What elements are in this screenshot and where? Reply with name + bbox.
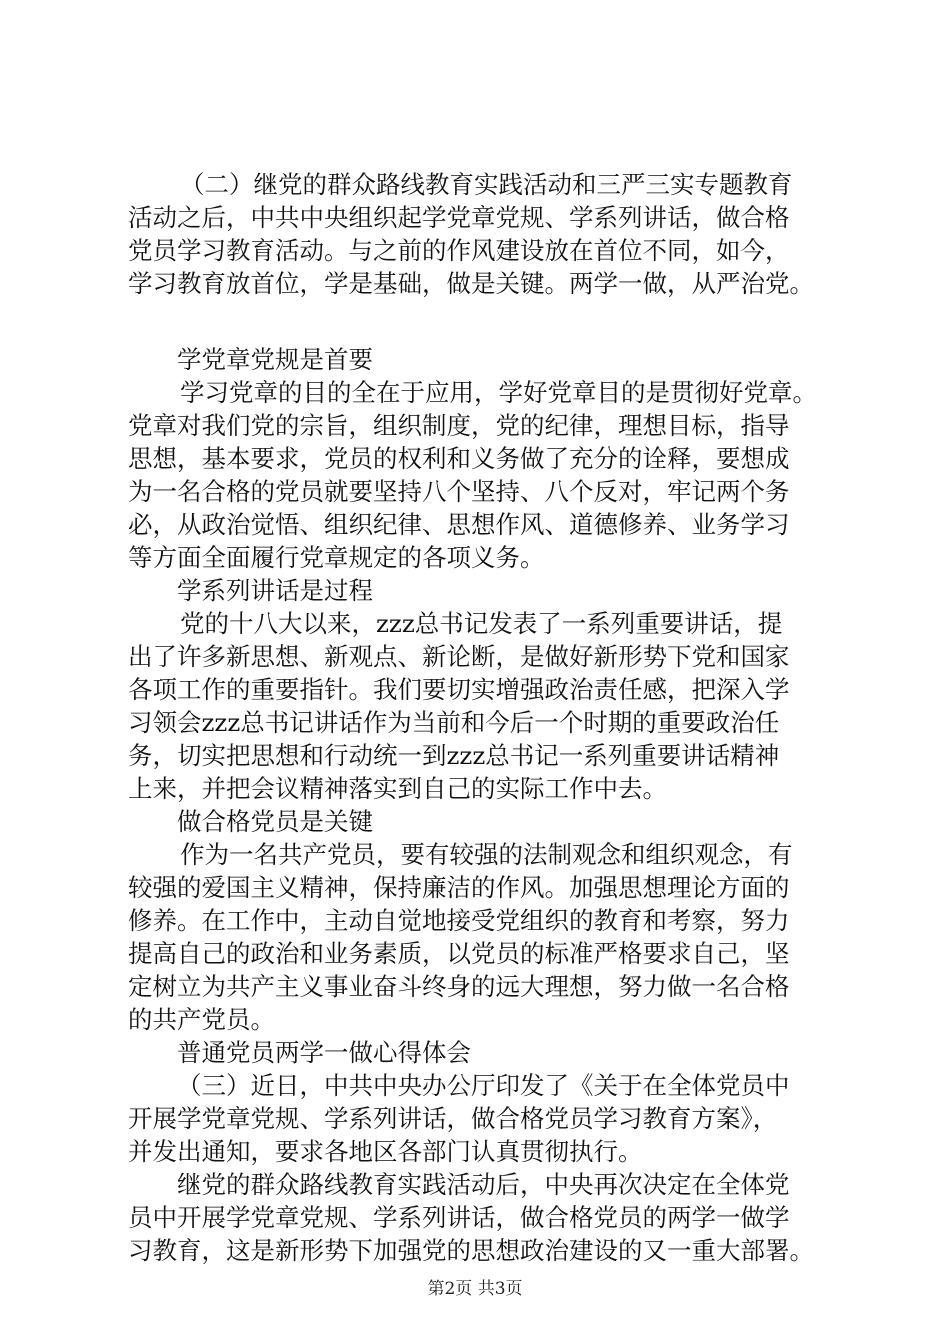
text-line: 活动之后，中共中央组织起学党章党规、学系列讲话，做合格 — [128, 203, 790, 232]
page-number-label: 第2页 共3页 — [427, 1279, 523, 1299]
text-line: 党的十八大以来，zzz总书记发表了一系列重要讲话，提 — [180, 609, 783, 638]
text-line: 必，从政治觉悟、组织纪律、思想作风、道德修养、业务学习 — [128, 510, 790, 539]
text-line: 员中开展学党章党规、学系列讲话，做合格党员的两学一做学 — [128, 1203, 790, 1232]
text-line: 习教育，这是新形势下加强党的思想政治建设的又一重大部署。 — [128, 1236, 814, 1265]
text-line: 上来，并把会议精神落实到自己的实际工作中去。 — [128, 774, 667, 803]
text-line: 各项工作的重要指针。我们要切实增强政治责任感，把深入学 — [128, 675, 790, 704]
section-heading: 学党章党规是首要 — [177, 345, 373, 374]
text-line: 作为一名共产党员，要有较强的法制观念和组织观念，有 — [180, 840, 793, 869]
section-heading: 普通党员两学一做心得体会 — [177, 1038, 471, 1067]
text-line: 学习教育放首位，学是基础，做是关键。两学一做，从严治党。 — [128, 269, 814, 298]
text-line: 党章对我们党的宗旨，组织制度，党的纪律，理想目标，指导 — [128, 411, 790, 440]
text-line: 学习党章的目的全在于应用，学好党章目的是贯彻好党章。 — [180, 378, 817, 407]
text-line: 继党的群众路线教育实践活动后，中央再次决定在全体党 — [177, 1170, 790, 1199]
text-line: 务，切实把思想和行动统一到zzz总书记一系列重要讲话精神 — [128, 741, 780, 770]
page-footer — [0, 1278, 950, 1300]
text-line: 思想，基本要求，党员的权利和义务做了充分的诠释，要想成 — [128, 444, 790, 473]
paragraph — [128, 607, 848, 805]
text-line: 定树立为共产主义事业奋斗终身的远大理想，努力做一名合格 — [128, 972, 790, 1001]
paragraph — [128, 376, 848, 574]
paragraph-gap — [128, 300, 848, 343]
text-line: 开展学党章党规、学系列讲话，做合格党员学习教育方案》， — [128, 1104, 778, 1133]
text-line: （三）近日，中共中央办公厅印发了《关于在全体党员中 — [177, 1071, 790, 1100]
document-body — [128, 168, 848, 1267]
text-line: 出了许多新思想、新观点、新论断，是做好新形势下党和国家 — [128, 642, 790, 671]
section-heading: 学系列讲话是过程 — [177, 576, 373, 605]
paragraph — [128, 1168, 848, 1267]
text-line: 为一名合格的党员就要坚持八个坚持、八个反对，牢记两个务 — [128, 477, 790, 506]
paragraph — [128, 1069, 848, 1168]
text-line: 并发出通知，要求各地区各部门认真贯彻执行。 — [128, 1137, 643, 1166]
text-line: 等方面全面履行党章规定的各项义务。 — [128, 543, 545, 572]
text-line: 提高自己的政治和业务素质，以党员的标准严格要求自己，坚 — [128, 939, 790, 968]
text-line: 较强的爱国主义精神，保持廉洁的作风。加强思想理论方面的 — [128, 873, 790, 902]
section-heading: 做合格党员是关键 — [177, 807, 373, 836]
text-line: 修养。在工作中，主动自觉地接受党组织的教育和考察，努力 — [128, 906, 790, 935]
text-line: 党员学习教育活动。与之前的作风建设放在首位不同，如今， — [128, 236, 790, 265]
text-line: 的共产党员。 — [128, 1005, 275, 1034]
text-line: 习领会zzz总书记讲话作为当前和今后一个时期的重要政治任 — [128, 708, 780, 737]
text-line: （二）继党的群众路线教育实践活动和三严三实专题教育 — [180, 170, 793, 199]
paragraph — [128, 838, 848, 1036]
section-two-paragraph — [128, 168, 848, 300]
